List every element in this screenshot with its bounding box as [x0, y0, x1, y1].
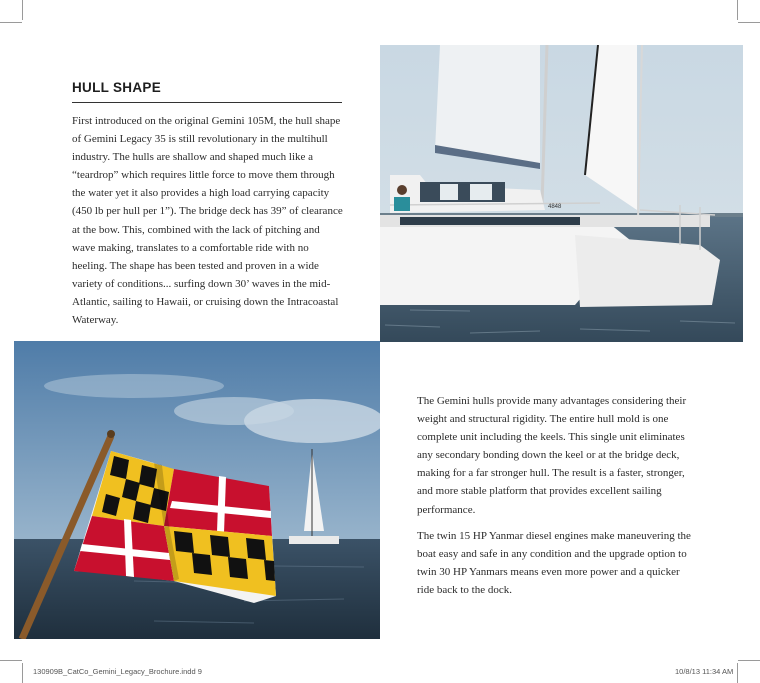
details-paragraph-1: The Gemini hulls provide many advantages considering their weight and structural rigidity. The entire hull mold is one complete unit including the keels. This single unit eliminates any secondary bonding down the keel or at the bridge deck, making for a far stronger hull. The result is a faster, stronger, and more stable platform that provides excellent sailing performance.	[417, 395, 687, 516]
crop-mark	[737, 0, 738, 20]
section-heading: HULL SHAPE	[72, 80, 162, 95]
intro-paragraph	[72, 112, 344, 329]
crop-mark	[22, 0, 23, 20]
crop-mark	[737, 663, 738, 683]
sail-number: 4848	[548, 204, 562, 210]
maryland-flag-photo	[14, 341, 380, 639]
crop-mark	[0, 22, 22, 23]
heading-rule	[72, 102, 342, 103]
details-paragraph-2: The twin 15 HP Yanmar diesel engines make maneuvering the boat easy and safe in any condition and the upgrade option to twin 30 HP Yanmars means even more power and a quicker ride back to the dock.	[417, 529, 691, 596]
crop-mark	[738, 22, 760, 23]
slug-timestamp: 10/8/13 11:34 AM	[675, 667, 734, 676]
crop-mark	[22, 663, 23, 683]
crop-mark	[0, 660, 22, 661]
slug-filename: 130909B_CatCo_Gemini_Legacy_Brochure.indd 9	[33, 667, 202, 676]
intro-text: First introduced on the original Gemini 105M, the hull shape of Gemini Legacy 35 is still revolutionary in the multihull industry. The hulls are shallow and shaped much like a “teardrop” which requires little force to move them through the water yet it also provides a high load carrying capacity (450 lb per hull per 1”). The bridge deck has 39” of clearance at the bow. This, combined with the lack of pitching and wave making, translates to a comfortable ride with no heeling. The shape has been tested and proven in a wide variety of conditions... surfing down 30’ waves in the mid-Atlantic, sailing to Hawaii, or cruising down the Intracoastal Waterway.	[72, 115, 343, 327]
details-column	[417, 392, 699, 599]
crop-mark	[738, 660, 760, 661]
catamaran-photo	[380, 45, 743, 342]
